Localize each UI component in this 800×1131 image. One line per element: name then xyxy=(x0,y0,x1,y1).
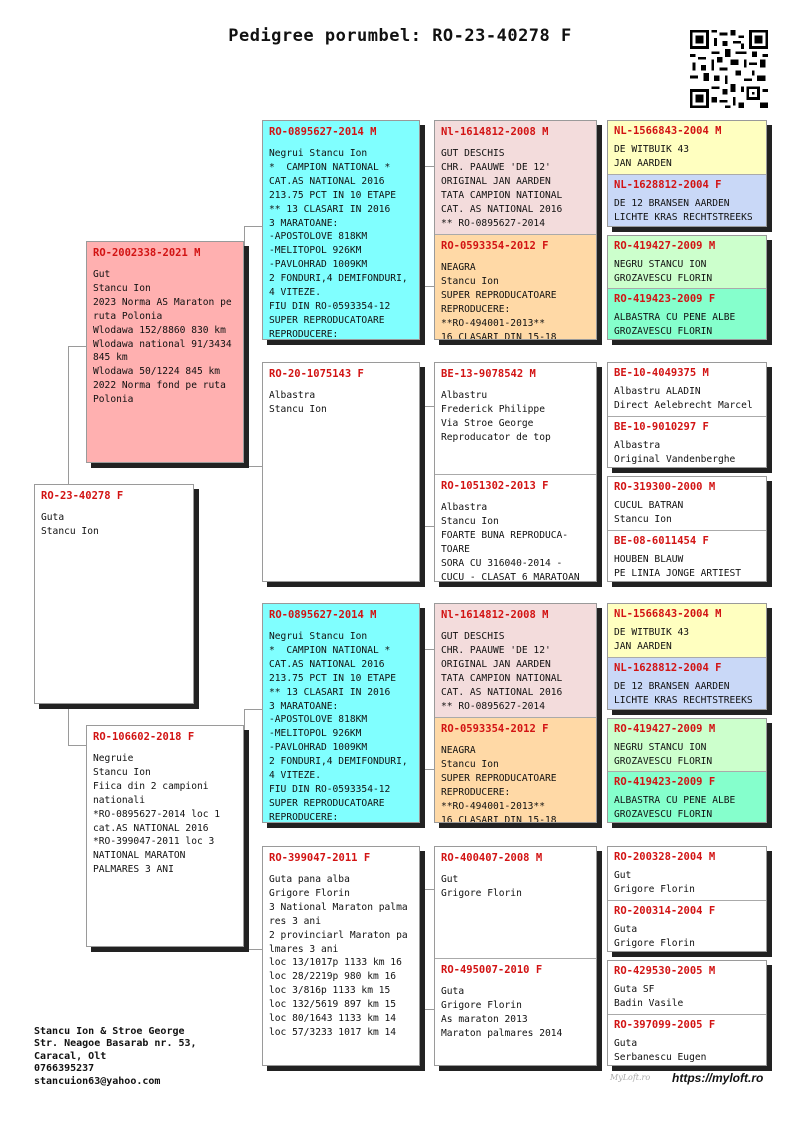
gen4-card-pair xyxy=(607,362,767,468)
pigeon-ring-id: NL-1628812-2004 F xyxy=(614,179,722,191)
pigeon-ring-id: NL-1566843-2004 M xyxy=(614,608,722,620)
connector-line xyxy=(420,406,434,407)
pigeon-ring-id: BE-10-9010297 F xyxy=(614,421,709,433)
pedigree-entry[interactable]: Nl-1614812-2008 M GUT DESCHIS CHR. PAAUWE 'DE 12' ORIGINAL JAN AARDEN TATA CAMPION NATIONAL CAT. AS NATIONAL 2016 ** RO-0895627-2014 xyxy=(435,604,596,717)
pedigree-entry[interactable]: RO-400407-2008 M Gut Grigore Florin xyxy=(435,847,596,958)
website-link[interactable]: https://myloft.ro xyxy=(672,1071,764,1085)
gen3-card-pair xyxy=(434,603,597,823)
gen4-card-pair xyxy=(607,718,767,823)
gen4-card-pair xyxy=(607,846,767,952)
pedigree-entry[interactable]: NL-1566843-2004 M DE WITBUIK 43 JAN AARDEN xyxy=(608,121,766,174)
pigeon-ring-id: BE-13-9078542 M xyxy=(441,368,536,380)
pigeon-ring-id: RO-319300-2000 M xyxy=(614,481,716,493)
pedigree-entry[interactable]: BE-08-6011454 F HOUBEN BLAUW PE LINIA JONGE ARTIEST xyxy=(608,530,766,581)
pigeon-ring-id: Nl-1614812-2008 M xyxy=(441,609,549,621)
pigeon-ring-id: RO-200314-2004 F xyxy=(614,905,716,917)
connector-line xyxy=(420,889,421,1009)
pigeon-ring-id: RO-419423-2009 F xyxy=(614,293,716,305)
connector-line xyxy=(244,226,245,466)
pedigree-entry[interactable]: NL-1628812-2004 F DE 12 BRANSEN AARDEN LICHTE KRAS RECHTSTREEKS xyxy=(608,657,766,709)
pedigree-entry[interactable]: BE-10-4049375 M Albastru ALADIN Direct Aelebrecht Marcel xyxy=(608,363,766,416)
connector-line xyxy=(420,166,434,167)
pedigree-entry[interactable]: RO-419427-2009 M NEGRU STANCU ION GROZAVESCU FLORIN xyxy=(608,236,766,288)
pigeon-ring-id: RO-397099-2005 F xyxy=(614,1019,716,1031)
gen3-card-pair xyxy=(434,846,597,1066)
pedigree-entry[interactable]: RO-319300-2000 M CUCUL BATRAN Stancu Ion xyxy=(608,477,766,530)
connector-line xyxy=(68,346,86,347)
pedigree-entry[interactable]: RO-0593354-2012 F NEAGRA Stancu Ion SUPER REPRODUCATOARE REPRODUCERE: **RO-494001-2013** 16 CLASARI DIN 15-18 xyxy=(435,717,596,822)
connector-line xyxy=(244,709,262,710)
connector-line xyxy=(420,769,434,770)
pedigree-entry[interactable]: NL-1628812-2004 F DE 12 BRANSEN AARDEN LICHTE KRAS RECHTSTREEKS xyxy=(608,174,766,226)
connector-line xyxy=(420,406,421,526)
connector-line xyxy=(244,709,245,949)
pigeon-ring-id: RO-419427-2009 M xyxy=(614,723,716,735)
pedigree-entry[interactable]: RO-495007-2010 F Guta Grigore Florin As maraton 2013 Maraton palmares 2014 xyxy=(435,958,596,1065)
pigeon-ring-id: RO-429530-2005 M xyxy=(614,965,716,977)
gen4-card-pair xyxy=(607,235,767,340)
brand-logo: MyLoft.ro xyxy=(610,1073,651,1082)
gen4-card-pair xyxy=(607,120,767,227)
gen3-card-pair xyxy=(434,120,597,340)
connector-line xyxy=(420,649,421,769)
pigeon-ring-id: RO-106602-2018 F xyxy=(93,731,195,743)
connector-line xyxy=(420,649,434,650)
pedigree-entry[interactable]: NL-1566843-2004 M DE WITBUIK 43 JAN AARDEN xyxy=(608,604,766,657)
pigeon-ring-id: RO-20-1075143 F xyxy=(269,368,364,380)
pigeon-ring-id: BE-08-6011454 F xyxy=(614,535,709,547)
connector-line xyxy=(420,1009,434,1010)
maternal-grandsire-card[interactable]: RO-0895627-2014 M Negrui Stancu Ion * CAMPION NATIONAL * CAT.AS NATIONAL 2016 213.75 PCT IN 10 ETAPE ** 13 CLASARI IN 2016 3 MARATOANE: -APOSTOLOVE 818KM -MELITOPOL 926KM -PAVLOHRAD 1009KM 2 FONDURI,4 DEMIFONDURI, 4 VITEZE. FIU DIN RO-0593354-12 SUPER REPRODUCATOARE REPRODUCERE: xyxy=(262,603,420,823)
pigeon-ring-id: Nl-1614812-2008 M xyxy=(441,126,549,138)
pigeon-ring-id: BE-10-4049375 M xyxy=(614,367,709,379)
subject-card[interactable]: RO-23-40278 F Guta Stancu Ion xyxy=(34,484,194,704)
pigeon-ring-id: RO-419423-2009 F xyxy=(614,776,716,788)
pedigree-entry[interactable]: Nl-1614812-2008 M GUT DESCHIS CHR. PAAUWE 'DE 12' ORIGINAL JAN AARDEN TATA CAMPION NATIONAL CAT. AS NATIONAL 2016 ** RO-0895627-2014 xyxy=(435,121,596,234)
connector-line xyxy=(420,286,434,287)
pedigree-entry[interactable]: RO-1051302-2013 F Albastra Stancu Ion FOARTE BUNA REPRODUCA- TOARE SORA CU 316040-2014 - CUCU - CLASAT 6 MARATOAN xyxy=(435,474,596,581)
connector-line xyxy=(244,949,262,950)
pigeon-ring-id: NL-1566843-2004 M xyxy=(614,125,722,137)
pigeon-ring-id: RO-1051302-2013 F xyxy=(441,480,549,492)
pigeon-ring-id: NL-1628812-2004 F xyxy=(614,662,722,674)
connector-line xyxy=(68,745,86,746)
owner-contact: Stancu Ion & Stroe George Str. Neagoe Basarab nr. 53, Caracal, Olt 0766395237 stancuion63@yahoo.com xyxy=(34,1026,197,1087)
pedigree-entry[interactable]: RO-0593354-2012 F NEAGRA Stancu Ion SUPER REPRODUCATOARE REPRODUCERE: **RO-494001-2013** 16 CLASARI DIN 15-18 xyxy=(435,234,596,339)
gen4-card-pair xyxy=(607,476,767,582)
pigeon-ring-id: RO-400407-2008 M xyxy=(441,852,543,864)
pedigree-entry[interactable]: RO-419427-2009 M NEGRU STANCU ION GROZAVESCU FLORIN xyxy=(608,719,766,771)
pigeon-ring-id: RO-200328-2004 M xyxy=(614,851,716,863)
pedigree-entry[interactable]: RO-429530-2005 M Guta SF Badin Vasile xyxy=(608,961,766,1014)
pigeon-ring-id: RO-495007-2010 F xyxy=(441,964,543,976)
pigeon-ring-id: RO-0895627-2014 M xyxy=(269,126,377,138)
paternal-grandsire-card[interactable]: RO-0895627-2014 M Negrui Stancu Ion * CAMPION NATIONAL * CAT.AS NATIONAL 2016 213.75 PCT IN 10 ETAPE ** 13 CLASARI IN 2016 3 MARATOANE: -APOSTOLOVE 818KM -MELITOPOL 926KM -PAVLOHRAD 1009KM 2 FONDURI,4 DEMIFONDURI, 4 VITEZE. FIU DIN RO-0593354-12 SUPER REPRODUCATOARE REPRODUCERE: xyxy=(262,120,420,340)
pedigree-entry[interactable]: BE-10-9010297 F Albastra Original Vandenberghe xyxy=(608,416,766,467)
pedigree-entry[interactable]: RO-200314-2004 F Guta Grigore Florin xyxy=(608,900,766,951)
gen3-card-pair xyxy=(434,362,597,582)
pigeon-ring-id: RO-2002338-2021 M xyxy=(93,247,201,259)
gen4-card-pair xyxy=(607,603,767,710)
sire-card[interactable]: RO-2002338-2021 M Gut Stancu Ion 2023 Norma AS Maraton pe ruta Polonia Wlodawa 152/8860 830 km Wlodawa national 91/3434 845 km Wlodawa 50/1224 845 km 2022 Norma fond pe ruta Polonia xyxy=(86,241,244,463)
pedigree-entry[interactable]: RO-397099-2005 F Guta Serbanescu Eugen xyxy=(608,1014,766,1065)
pigeon-ring-id: RO-0895627-2014 M xyxy=(269,609,377,621)
pigeon-ring-id: RO-23-40278 F xyxy=(41,490,124,502)
connector-line xyxy=(420,526,434,527)
qr-code-icon xyxy=(690,30,768,108)
connector-line xyxy=(420,889,434,890)
pedigree-entry[interactable]: RO-419423-2009 F ALBASTRA CU PENE ALBE GROZAVESCU FLORIN xyxy=(608,288,766,339)
pedigree-entry[interactable]: RO-200328-2004 M Gut Grigore Florin xyxy=(608,847,766,900)
gen4-card-pair xyxy=(607,960,767,1066)
connector-line xyxy=(420,166,421,286)
pedigree-entry[interactable]: BE-13-9078542 M Albastru Frederick Philippe Via Stroe George Reproducator de top xyxy=(435,363,596,474)
pigeon-ring-id: RO-419427-2009 M xyxy=(614,240,716,252)
maternal-granddam-card[interactable]: RO-399047-2011 F Guta pana alba Grigore Florin 3 National Maraton palma res 3 ani 2 provinciarl Maraton pa lmares 3 ani loc 13/1017p 1133 km 16 loc 28/2219p 980 km 16 loc 3/816p 1133 km 15 loc 132/5619 897 km 15 loc 80/1643 1133 km 14 loc 57/3233 1017 km 14 xyxy=(262,846,420,1066)
pigeon-ring-id: RO-0593354-2012 F xyxy=(441,723,549,735)
connector-line xyxy=(244,466,262,467)
dam-card[interactable]: RO-106602-2018 F Negruie Stancu Ion Fiica din 2 campioni nationali *RO-0895627-2014 loc 1 cat.AS NATIONAL 2016 *RO-399047-2011 loc 3 NATIONAL MARATON PALMARES 3 ANI xyxy=(86,725,244,947)
connector-line xyxy=(244,226,262,227)
pigeon-ring-id: RO-399047-2011 F xyxy=(269,852,371,864)
page-title: Pedigree porumbel: RO-23-40278 F xyxy=(228,26,572,46)
pedigree-entry[interactable]: RO-419423-2009 F ALBASTRA CU PENE ALBE GROZAVESCU FLORIN xyxy=(608,771,766,822)
pigeon-ring-id: RO-0593354-2012 F xyxy=(441,240,549,252)
paternal-granddam-card[interactable]: RO-20-1075143 F Albastra Stancu Ion xyxy=(262,362,420,582)
